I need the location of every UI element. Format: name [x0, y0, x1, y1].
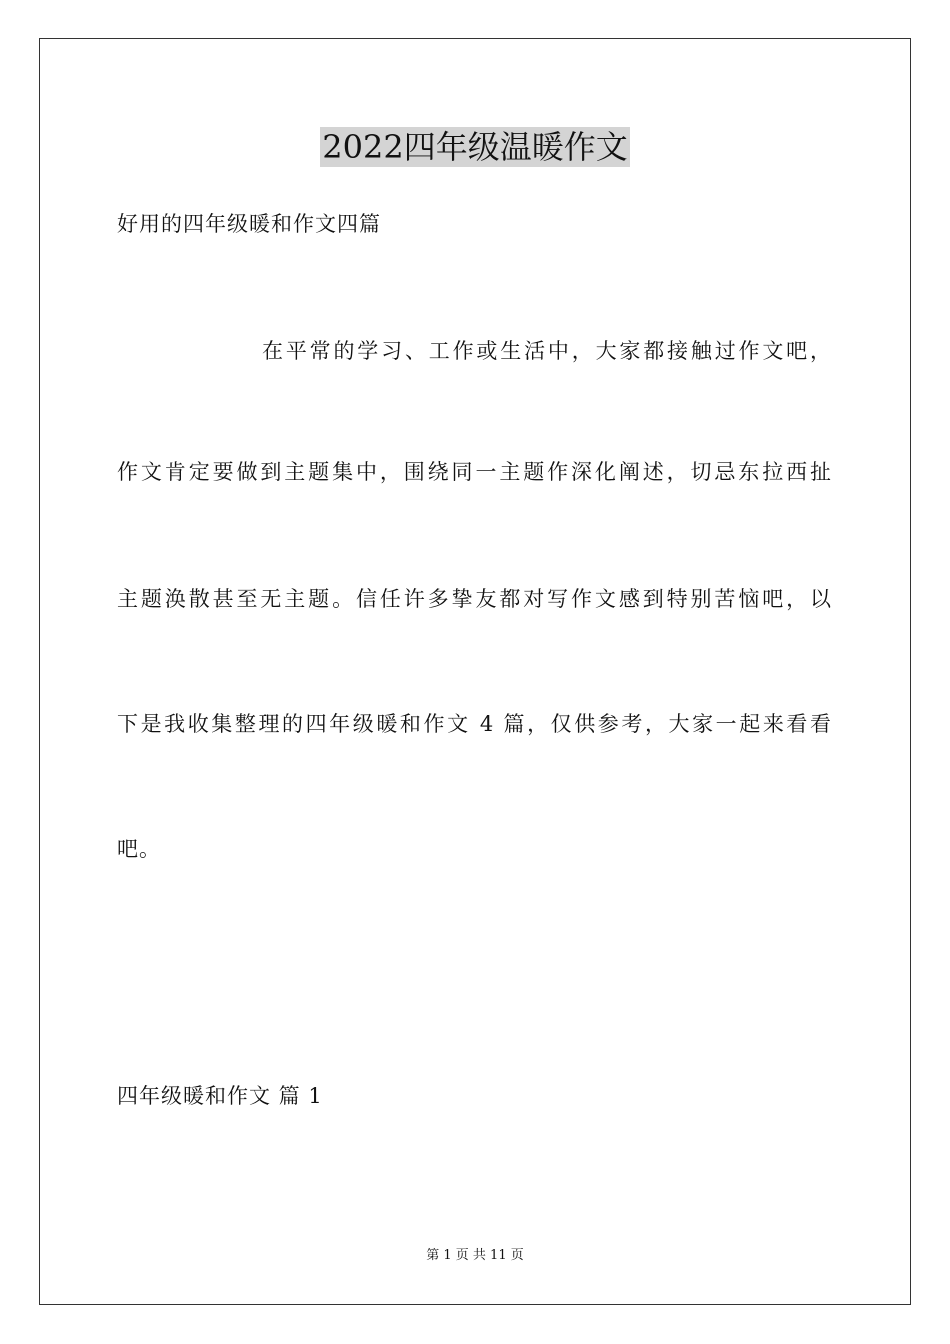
paragraph-line-1: 在平常的学习、工作或生活中，大家都接触过作文吧， [262, 339, 832, 363]
title-container [0, 127, 950, 167]
paragraph-line-3: 主题涣散甚至无主题。信任许多挚友都对写作文感到特别苦恼吧，以 [117, 587, 832, 611]
document-subtitle: 好用的四年级暖和作文四篇 [117, 212, 381, 236]
document-title: 2022四年级温暖作文 [322, 128, 628, 166]
section-heading: 四年级暖和作文 篇 1 [117, 1084, 323, 1108]
paragraph-line-2: 作文肯定要做到主题集中，围绕同一主题作深化阐述，切忌东拉西扯 [117, 460, 832, 484]
paragraph-line-5: 吧。 [117, 837, 161, 861]
page-footer: 第 1 页 共 11 页 [426, 1248, 524, 1263]
paragraph-line-4: 下是我收集整理的四年级暖和作文 4 篇，仅供参考，大家一起来看看 [117, 712, 832, 736]
